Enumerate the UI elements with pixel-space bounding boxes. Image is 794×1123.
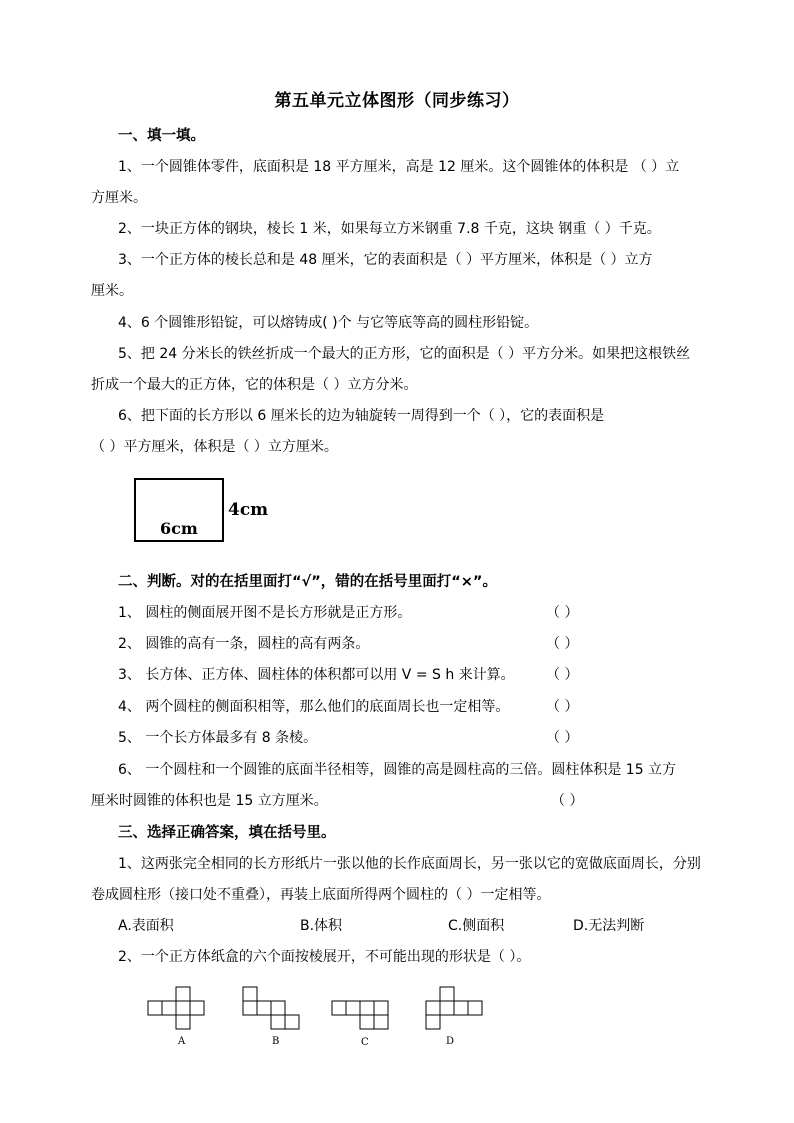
s2-item-6-answer-paren: （ ） xyxy=(551,793,584,809)
s3-question-1-line2: 卷成圆柱形（接口处不重叠），再装上底面所得两个圆柱的（ ）一定相等。 xyxy=(91,887,551,903)
s1-question-6-line2: （ ）平方厘米，体积是（ ）立方厘米。 xyxy=(91,439,338,455)
s1-question-3-line1: 3、一个正方体的棱长总和是 48 厘米，它的表面积是（ ）平方厘米，体积是（ ）立方 xyxy=(118,252,653,268)
section1-heading: 一、填一填。 xyxy=(118,128,205,144)
net-label-c: C xyxy=(361,1037,369,1048)
s2-item-6-line1: 6、 一个圆柱和一个圆锥的底面半径相等，圆锥的高是圆柱高的三倍。圆柱体积是 15 立方 xyxy=(118,762,677,778)
s2-item-3-answer-paren: （ ） xyxy=(546,667,579,683)
s2-item-4: 4、 两个圆柱的侧面积相等，那么他们的底面周长也一定相等。 xyxy=(118,699,510,715)
s2-item-1: 1、 圆柱的侧面展开图不是长方形就是正方形。 xyxy=(118,605,412,621)
s1-question-5-line2: 折成一个最大的正方体，它的体积是（ ）立方分米。 xyxy=(91,377,418,393)
s1-question-4: 4、6 个圆锥形铅锭，可以熔铸成( )个 与它等底等高的圆柱形铅锭。 xyxy=(118,315,539,331)
s2-item-1-answer-paren: （ ） xyxy=(546,605,579,621)
s3-question-2: 2、一个正方体纸盒的六个面按棱展开，不可能出现的形状是（ ）。 xyxy=(118,949,531,965)
cube-net-a xyxy=(148,987,204,1029)
rectangle-width-label: 6cm xyxy=(160,519,198,538)
section2-heading: 二、判断。对的在括里面打“√”，错的在括号里面打“×”。 xyxy=(118,574,497,590)
s3-question-1-line1: 1、这两张完全相同的长方形纸片一张以他的长作底面周长，另一张以它的宽做底面周长，分别 xyxy=(118,856,701,872)
cube-nets-figure xyxy=(140,980,500,1050)
s2-item-4-answer-paren: （ ） xyxy=(546,699,579,715)
page-title: 第五单元立体图形（同步练习） xyxy=(274,91,520,111)
section3-heading: 三、选择正确答案，填在括号里。 xyxy=(118,825,336,841)
s3-q1-option-c: C.侧面积 xyxy=(448,918,505,934)
s1-question-3-line2: 厘米。 xyxy=(91,283,133,299)
s1-question-1-line1: 1、一个圆锥体零件，底面积是 18 平方厘米，高是 12 厘米。这个圆锥体的体积是 （ ）立 xyxy=(118,159,680,175)
s3-q1-option-d: D.无法判断 xyxy=(573,918,645,934)
s2-item-6-line2: 厘米时圆锥的体积也是 15 立方厘米。 xyxy=(91,793,328,809)
cube-net-b xyxy=(243,987,299,1029)
cube-net-c xyxy=(332,1001,388,1029)
net-label-a: A xyxy=(178,1036,186,1047)
s2-item-3: 3、 长方体、正方体、圆柱体的体积都可以用 V = S h 来计算。 xyxy=(118,667,515,683)
rectangle-height-label: 4cm xyxy=(228,500,269,520)
s2-item-5: 5、 一个长方体最多有 8 条棱。 xyxy=(118,730,318,746)
s1-question-2: 2、一块正方体的钢块，棱长 1 米，如果每立方米钢重 7.8 千克，这块 钢重（ ）千克。 xyxy=(118,221,661,237)
s3-q1-option-b: B.体积 xyxy=(300,918,343,934)
s2-item-2: 2、 圆锥的高有一条，圆柱的高有两条。 xyxy=(118,636,370,652)
cube-net-d xyxy=(426,987,482,1029)
s2-item-2-answer-paren: （ ） xyxy=(546,636,579,652)
net-label-b: B xyxy=(272,1036,280,1047)
s2-item-5-answer-paren: （ ） xyxy=(546,730,579,746)
s3-q1-option-a: A.表面积 xyxy=(118,918,174,934)
s1-question-6-line1: 6、把下面的长方形以 6 厘米长的边为轴旋转一周得到一个（ ），它的表面积是 xyxy=(118,408,605,424)
s1-question-1-line2: 方厘米。 xyxy=(91,190,147,206)
net-label-d: D xyxy=(446,1036,455,1047)
s1-question-5-line1: 5、把 24 分米长的铁丝折成一个最大的正方形，它的面积是（ ）平方分米。如果把这根铁丝 xyxy=(118,346,691,362)
